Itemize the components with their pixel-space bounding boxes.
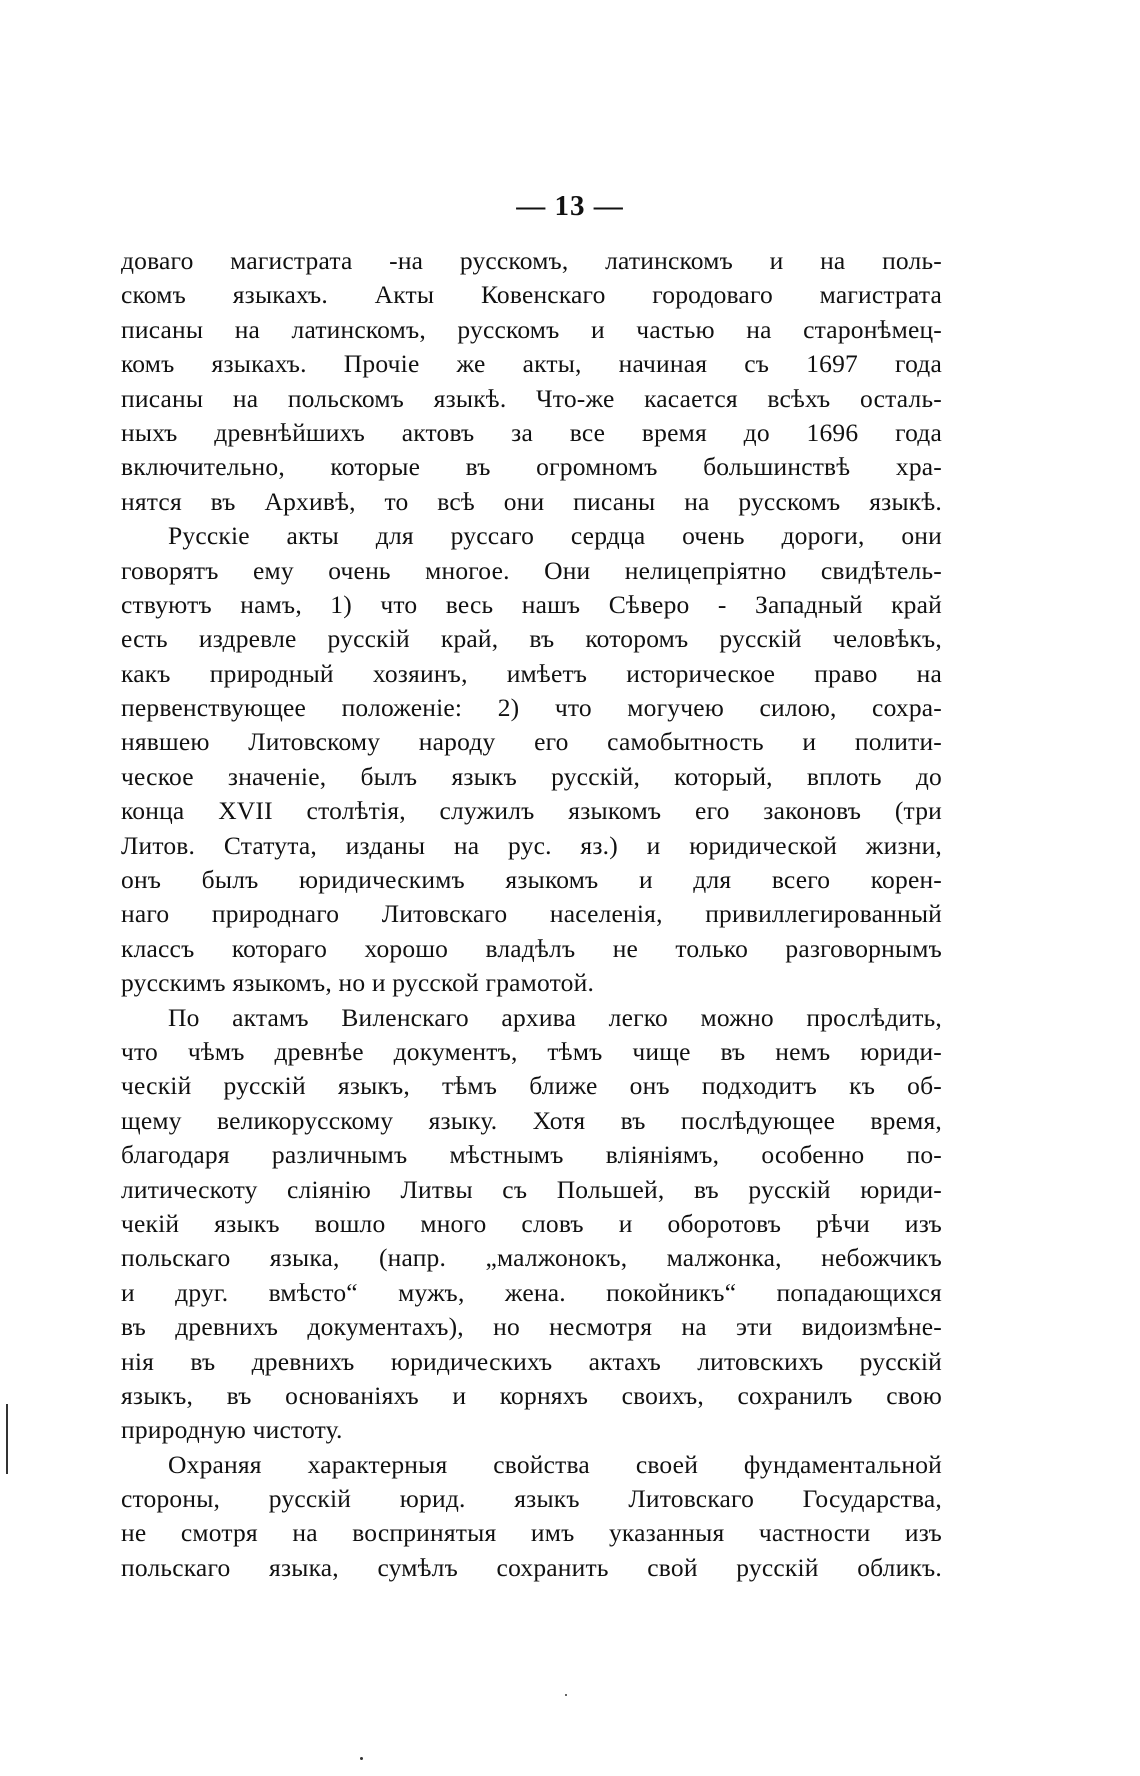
text-line: скомъ языкахъ. Акты Ковенскаго городоваго магистрата (121, 280, 942, 310)
text-line: По актамъ Виленскаго архива легко можно прослѣдить, (168, 1002, 942, 1032)
text-line: ческій русскій языкъ, тѣмъ ближе онъ подходитъ къ об- (121, 1071, 942, 1101)
text-line: первенствующее положеніе: 2) что могучею силою, сохра- (121, 693, 942, 723)
text-line: польскаго языка, (напр. „малжонокъ, малжонка, небожчикъ (121, 1243, 942, 1273)
scan-speck (565, 1694, 567, 1696)
paragraph-1 (121, 244, 942, 519)
text-line: благодаря различнымъ мѣстнымъ вліяніямъ, особенно по- (121, 1140, 942, 1170)
text-line: русскимъ языкомъ, но и русской грамотой. (121, 968, 595, 998)
text-line: и друг. вмѣсто“ мужъ, жена. покойникъ“ попадающихся (121, 1277, 942, 1307)
text-line: стороны, русскій юрид. языкъ Литовскаго Государства, (121, 1484, 942, 1514)
text-line: нятся въ Архивѣ, то всѣ они писаны на русскомъ языкѣ. (121, 486, 942, 516)
text-line: литическоту сліянію Литвы съ Польшей, въ русскій юриди- (121, 1174, 942, 1204)
text-line: писаны на латинскомъ, русскомъ и частью на старонѣмец- (121, 314, 942, 344)
text-line: ческое значеніе, былъ языкъ русскій, который, вплоть до (121, 761, 942, 791)
text-line: Литов. Статута, изданы на рус. яз.) и юридической жизни, (121, 830, 942, 860)
page-number: — 13 — (516, 190, 624, 222)
text-line: онъ былъ юридическимъ языкомъ и для всего корен- (121, 865, 942, 895)
scan-speck (360, 1757, 363, 1760)
text-line: нявшею Литовскому народу его самобытность и полити- (121, 727, 942, 757)
text-body (121, 244, 942, 1585)
paragraph-4 (121, 1448, 942, 1586)
paragraph-3 (121, 1001, 942, 1448)
text-line: классъ котораго хорошо владѣлъ не только разговорнымъ (121, 933, 942, 963)
margin-scan-mark (6, 1404, 8, 1474)
text-line: щему великорусскому языку. Хотя въ послѣдующее время, (121, 1105, 942, 1135)
text-line: наго природнаго Литовскаго населенія, привиллегированный (121, 899, 942, 929)
text-line: конца XVII столѣтія, служилъ языкомъ его законовъ (три (121, 796, 942, 826)
text-line: въ древнихъ документахъ), но несмотря на эти видоизмѣне- (121, 1312, 942, 1342)
text-line: нія въ древнихъ юридическихъ актахъ литовскихъ русскій (121, 1346, 942, 1376)
text-line: языкъ, въ основаніяхъ и корняхъ своихъ, сохранилъ свою (121, 1380, 942, 1410)
text-line: ствуютъ намъ, 1) что весь нашъ Сѣверо - Западный край (121, 589, 942, 619)
paragraph-2 (121, 519, 942, 1000)
text-line: включительно, которые въ огромномъ большинствѣ хра- (121, 452, 942, 482)
text-line: говорятъ ему очень многое. Они нелицепріятно свидѣтель- (121, 555, 942, 585)
text-line: какъ природный хозяинъ, имѣетъ историческое право на (121, 658, 942, 688)
text-line: доваго магистрата -на русскомъ, латинскомъ и на поль- (121, 246, 942, 275)
text-line: природную чистоту. (121, 1415, 343, 1445)
text-line: писаны на польскомъ языкѣ. Что-же касается всѣхъ осталь- (121, 383, 942, 413)
text-line: комъ языкахъ. Прочіе же акты, начиная съ 1697 года (121, 349, 942, 379)
text-line: не смотря на воспринятыя имъ указанныя частности изъ (121, 1518, 942, 1548)
text-line: чекій языкъ вошло много словъ и оборотовъ рѣчи изъ (121, 1208, 942, 1238)
text-line: Охраняя характерныя свойства своей фундаментальной (168, 1449, 942, 1479)
text-line: есть издревле русскій край, въ которомъ русскій человѣкъ, (121, 624, 942, 654)
text-line: польскаго языка, сумѣлъ сохранить свой русскій обликъ. (121, 1552, 942, 1582)
text-line: что чѣмъ древнѣе документъ, тѣмъ чище въ немъ юриди- (121, 1036, 942, 1066)
text-line: Русскіе акты для руссаго сердца очень дороги, они (168, 521, 942, 551)
text-line: ныхъ древнѣйшихъ актовъ за все время до 1696 года (121, 417, 942, 447)
